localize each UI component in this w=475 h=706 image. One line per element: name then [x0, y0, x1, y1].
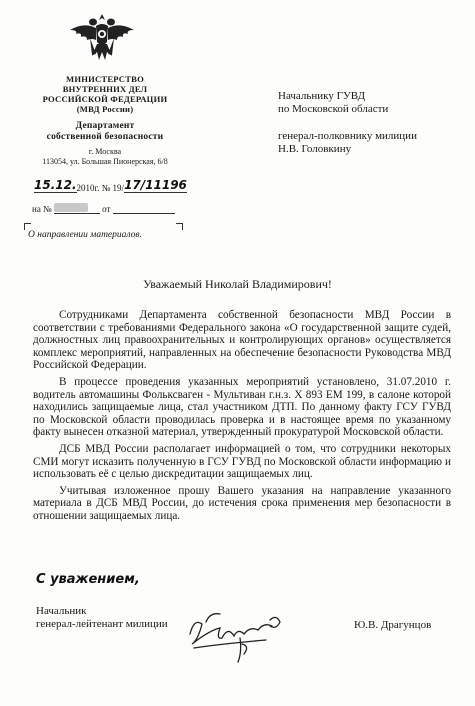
ministry-line-1: МИНИСТЕРСТВО [66, 74, 144, 84]
department-line-1: Департамент [75, 121, 135, 131]
number-label: № [101, 183, 111, 193]
registration-line [34, 178, 187, 193]
handwritten-signature [180, 600, 290, 670]
recipient-line-3: генерал-полковнику милиции [278, 130, 417, 142]
handwritten-date: 15.12. [34, 178, 77, 192]
department-line-2: собственной безопасности [46, 132, 164, 142]
ministry-address [30, 147, 180, 167]
handwritten-closing: С уважением, [36, 572, 140, 587]
signatory-name: Ю.В. Драгунцов [354, 619, 432, 631]
number-prefix: 19/ [112, 183, 125, 193]
paragraph-2: В процессе проведения указанных мероприятий установлено, 31.07.2010 г. водитель автомашины Фольксваген - Мультиван г.н.з. Х 893 ЕМ 199, в салоне которой находились защищаемые лица, стал участником ДТП. По данному факту ГСУ ГУВД по Московской области проводилась проверка и в настоящее время по указанному факту вынесен отказной материал, утвержденный прокуратурой Московской области. [33, 375, 451, 439]
recipient-block [278, 90, 463, 156]
reference-date-field [113, 213, 175, 214]
ministry-header [30, 74, 180, 143]
subject-line: О направлении материалов. [28, 230, 142, 240]
paragraph-4: Учитывая изложенное прошу Вашего указания на направление указанного материала в ДСБ МВД России, до истечения срока применения мер безопасности в отношении защищаемых лица. [33, 484, 451, 522]
street-address: 113054, ул. Большая Пионерская, 6/8 [42, 157, 168, 166]
greeting: Уважаемый Николай Владимирович! [143, 277, 332, 291]
year-suffix: 2010г. [76, 183, 100, 193]
paragraph-1: Сотрудниками Департамента собственной безопасности МВД России в соответствии с требованиями Федерального закона «О государственной защите судей, должностных лиц правоохранительных и контролирующих органов» осуществляется комплекс мероприятий, направленных на обеспечение безопасности Руководства МВД Российской Федерации. [33, 309, 451, 372]
handwritten-number: 17/11196 [124, 178, 187, 192]
signatory-title-line-1: Начальник [36, 605, 87, 617]
recipient-line-1: Начальнику ГУВД [278, 90, 366, 102]
ministry-line-3: РОССИЙСКОЙ ФЕДЕРАЦИИ [42, 94, 168, 104]
redaction-mark [54, 203, 88, 212]
department-name [30, 121, 180, 143]
subject-bracket-right [176, 223, 183, 230]
reference-number-field [54, 203, 100, 214]
recipient-line-4: Н.В. Головкину [278, 143, 352, 155]
reference-line [32, 203, 175, 214]
subject-bracket-left [24, 223, 31, 230]
signatory-title-line-2: генерал-лейтенант милиции [36, 618, 168, 630]
city: г. Москва [88, 147, 122, 156]
signatory-title [36, 605, 168, 631]
ministry-line-4: (МВД России) [76, 104, 134, 114]
reference-number-label: на № [32, 204, 52, 214]
paragraph-3: ДСБ МВД России располагает информацией о том, что сотрудники некоторых СМИ могут исказить полученную в ГСУ ГУВД по Московской области информацию и использовать её с целью дискредитации защищаемых лиц. [33, 442, 451, 481]
recipient-line-2: по Московской области [278, 103, 389, 115]
letter-body [33, 309, 451, 527]
reference-date-label: от [102, 204, 111, 214]
double-headed-eagle-emblem [66, 8, 138, 72]
ministry-line-2: ВНУТРЕННИХ ДЕЛ [62, 84, 148, 94]
